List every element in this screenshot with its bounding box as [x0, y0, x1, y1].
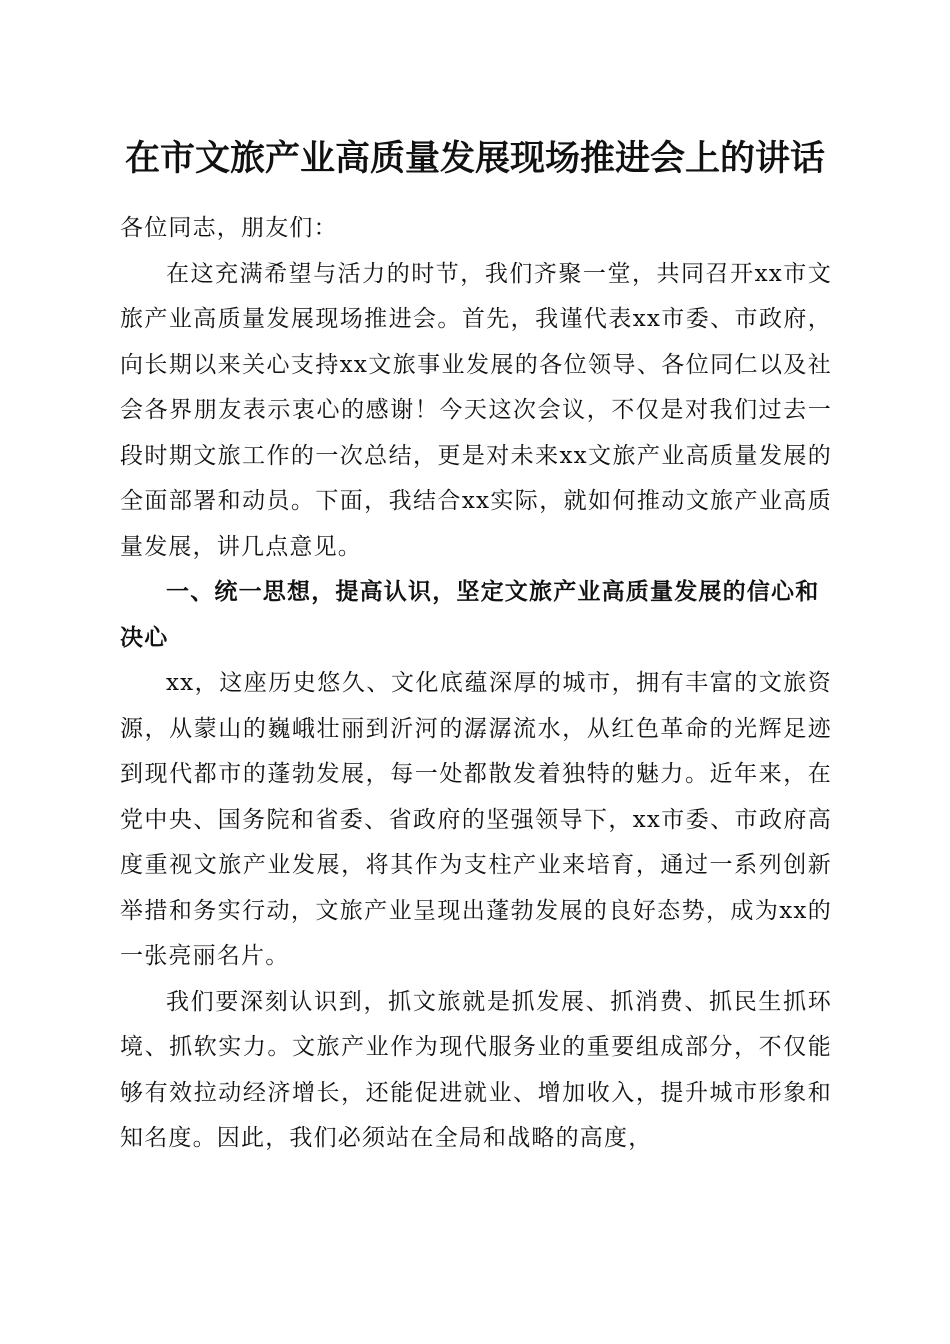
section1-paragraph-1: xx，这座历史悠久、文化底蕴深厚的城市，拥有丰富的文旅资源，从蒙山的巍峨壮丽到沂河的潺潺流水，从红色革命的光辉足迹到现代都市的蓬勃发展，每一处都散发着独特的魅力。近年来，在党中央、国务院和省委、省政府的坚强领导下，xx市委、市政府高度重视文旅产业发展，将其作为支柱产业来培育，通过一系列创新举措和务实行动，文旅产业呈现出蓬勃发展的良好态势，成为xx的一张亮丽名片。: [120, 670, 832, 969]
document-title: 在市文旅产业高质量发展现场推进会上的讲话: [124, 138, 825, 179]
section1-paragraph-2: 我们要深刻认识到，抓文旅就是抓发展、抓消费、抓民生抓环境、抓软实力。文旅产业作为现代服务业的重要组成部分，不仅能够有效拉动经济增长，还能促进就业、增加收入，提升城市形象和知名度。因此，我们必须站在全局和战略的高度，: [120, 988, 832, 1151]
salutation: 各位同志，朋友们：: [120, 215, 338, 241]
opening-paragraph: 在这充满希望与活力的时节，我们齐聚一堂，共同召开xx市文旅产业高质量发展现场推进会。首先，我谨代表xx市委、市政府，向长期以来关心支持xx文旅事业发展的各位领导、各位同仁以及社会各界朋友表示衷心的感谢！今天这次会议，不仅是对我们过去一段时期文旅工作的一次总结，更是对未来xx文旅产业高质量发展的全面部署和动员。下面，我结合xx实际，就如何推动文旅产业高质量发展，讲几点意见。: [120, 260, 832, 560]
document-body: [120, 206, 832, 1162]
section-heading-1: 一、统一思想，提高认识，坚定文旅产业高质量发展的信心和决心: [120, 579, 820, 651]
